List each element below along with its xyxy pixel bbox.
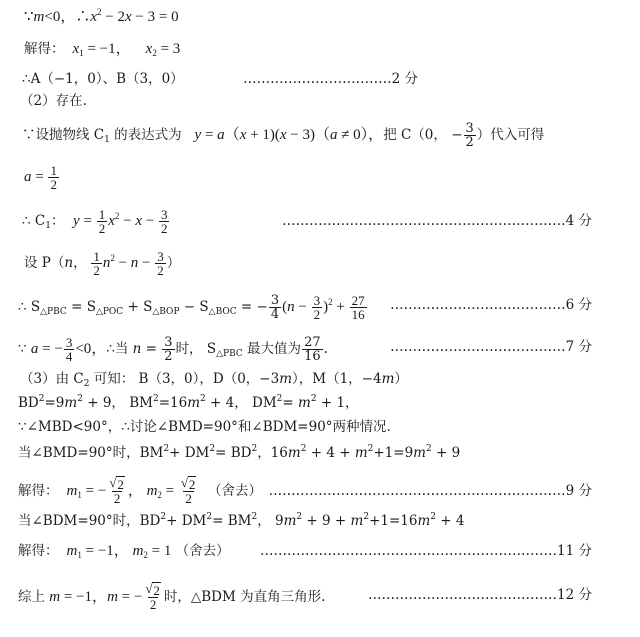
line-16: 当∠BDM=90°时，$BD^2+ DM^2= BM^2$， $9m^2 + 9 + m^2+1=16m^2 + 4$: [18, 512, 465, 529]
score-4: ………………………………………………………4 分: [282, 213, 592, 229]
score-12: ……………………………………12 分: [368, 587, 592, 603]
solve-label: 解得：: [24, 41, 65, 57]
score-9: …………………………………………………………9 分: [268, 483, 592, 499]
line-3: [22, 70, 184, 88]
line-15: 解得： $m_1$ = − √ 2 2 ， $m_2$ = √ 2 2 （舍去）: [18, 475, 262, 506]
score-7: …………………………………7 分: [390, 339, 592, 355]
line-18: 综上 m = −1，m = − √ 2 2 时，△BDM 为直角三角形.: [18, 581, 326, 612]
score-11: …………………………………………………………11 分: [260, 543, 592, 559]
points-ab: ∴A（−1，0）、B（3，0）: [22, 71, 184, 87]
line-17: 解得： $m_1 = -1$， $m_2 = 1$ （舍去）: [18, 543, 230, 560]
score-6: …………………………………6 分: [390, 297, 592, 313]
line-2: 解得： $x_1 = -1$， $x_2 = 3$: [24, 41, 181, 58]
line-5: ∵设抛物线 $C_1$ 的表达式为 y = a（x + 1)(x − 3)（a ≠ 0），把 C（0， − $\frac{3}{2}$ ）代入可得: [22, 121, 545, 150]
line-10: ∵ a = − $\frac{3}{4}$ <0，∴当 n = $\frac{3}{2}$ 时， $S_{\triangle PBC}$ 最大值为 $\frac{27}{16}$ .: [18, 335, 328, 365]
line-1: ∵m<0，$\therefore x^2 - 2x - 3 = 0$: [24, 7, 179, 25]
line-6: a = $\frac{1}{2}$: [24, 163, 57, 192]
line-11: （3）由 $C_2$ 可知： B（3，0），D（0，−3m），M（1，−4m）: [20, 371, 408, 389]
line-13: ∵∠MBD<90°，∴讨论∠BMD=90°和∠BDM=90°两种情况.: [18, 419, 391, 435]
line-7: ∴ $C_1$： y = $\frac{1}{2}$ $x^2 - x$ − $\frac{3}{2}$: [22, 207, 168, 236]
line-4: （2）存在.: [20, 93, 87, 109]
line-14: 当∠BMD=90°时，$BM^2+ DM^2= BD^2$，$16m^2 + 4 + m^2+1=9m^2 + 9$: [18, 444, 461, 461]
frac-3-2: $\frac{3}{2}$: [465, 121, 474, 150]
line-8: 设 P（n， $\frac{1}{2}$ $n^2 - n$ − $\frac{3}{2}$ ）: [24, 249, 181, 278]
line-9: ∴ $S_{\triangle PBC} = S_{\triangle POC} + S_{\triangle BOP} - S_{\triangle BOC}$ = − $\frac{3}{4}$ (n − $\frac{3}{2}$ )$^2$ + $\frac{27}{16}$: [18, 293, 365, 323]
score-2: ……………………………2 分: [243, 71, 418, 87]
line-12: $BD^2=9m^2 + 9$， $BM^2=16m^2 + 4$， $DM^2= m^2 + 1$，: [18, 394, 359, 411]
